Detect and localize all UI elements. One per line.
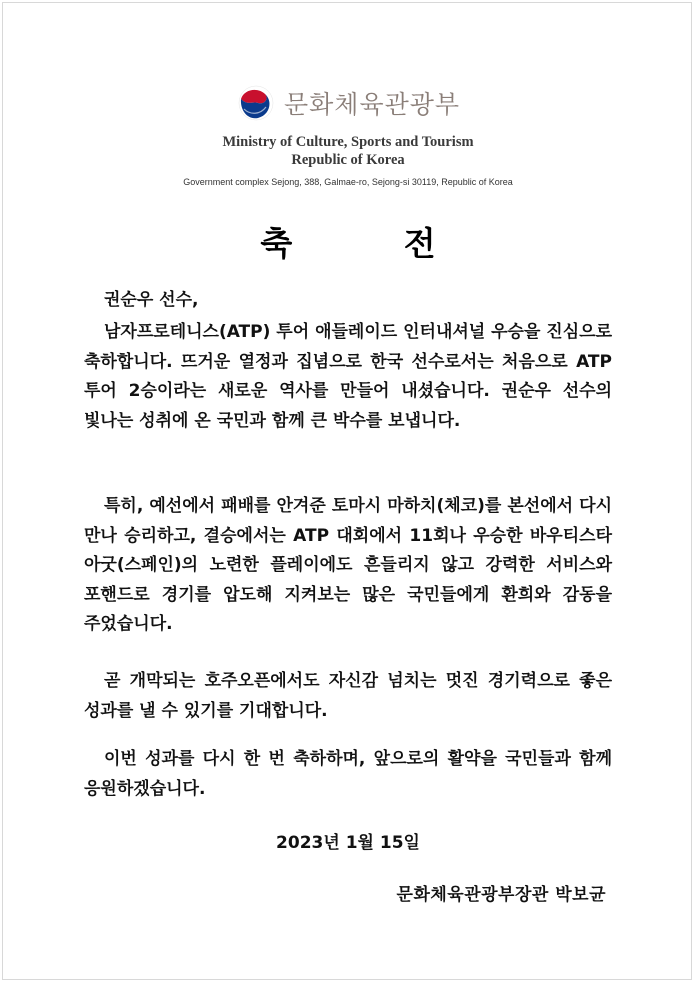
ministry-name-english-line2: Republic of Korea bbox=[291, 152, 405, 168]
ministry-address: Government complex Sejong, 388, Galmae-ro, Sejong-si 30119, Republic of Korea bbox=[183, 177, 513, 187]
letter-paragraph: 특히, 예선에서 패배를 안겨준 토마시 마하치(체코)를 본선에서 다시 만나 승리하고, 결승에서는 ATP 대회에서 11회나 우승한 바우티스타 아굿(스페인)의 노련한 플레이에도 흔들리지 않고 강력한 서비스와 포핸드로 경기를 압도해 지켜보는 많은 국민들에게 환희와 감동을 주었습니다. bbox=[84, 496, 612, 634]
letter-signature: 문화체육관광부장관 박보균 bbox=[396, 885, 606, 905]
letter-paragraph: 이번 성과를 다시 한 번 축하하며, 앞으로의 활약을 국민들과 함께 응원하겠습니다. bbox=[84, 749, 612, 799]
taegeuk-emblem-icon bbox=[238, 85, 274, 121]
letter-paragraph: 남자프로테니스(ATP) 투어 애들레이드 인터내셔널 우승을 진심으로 축하합니다. 뜨거운 열정과 집념으로 한국 선수로서는 처음으로 ATP 투어 2승이라는 새로운 역사를 만들어 내셨습니다. 권순우 선수의 빛나는 성취에 온 국민과 함께 큰 박수를 보냅니다. bbox=[84, 322, 612, 431]
ministry-name-english bbox=[0, 133, 696, 169]
ministry-logo bbox=[238, 84, 460, 122]
ministry-name-english-line1: Ministry of Culture, Sports and Tourism bbox=[222, 134, 474, 150]
ministry-name-korean: 문화체육관광부 bbox=[284, 90, 461, 119]
letter-date: 2023년 1월 15일 bbox=[276, 833, 420, 853]
letter-salutation: 권순우 선수, bbox=[104, 290, 199, 310]
letter-title: 축 전 bbox=[260, 224, 486, 263]
letter-paragraph: 곧 개막되는 호주오픈에서도 자신감 넘치는 멋진 경기력으로 좋은 성과를 낼 수 있기를 기대합니다. bbox=[84, 671, 612, 721]
